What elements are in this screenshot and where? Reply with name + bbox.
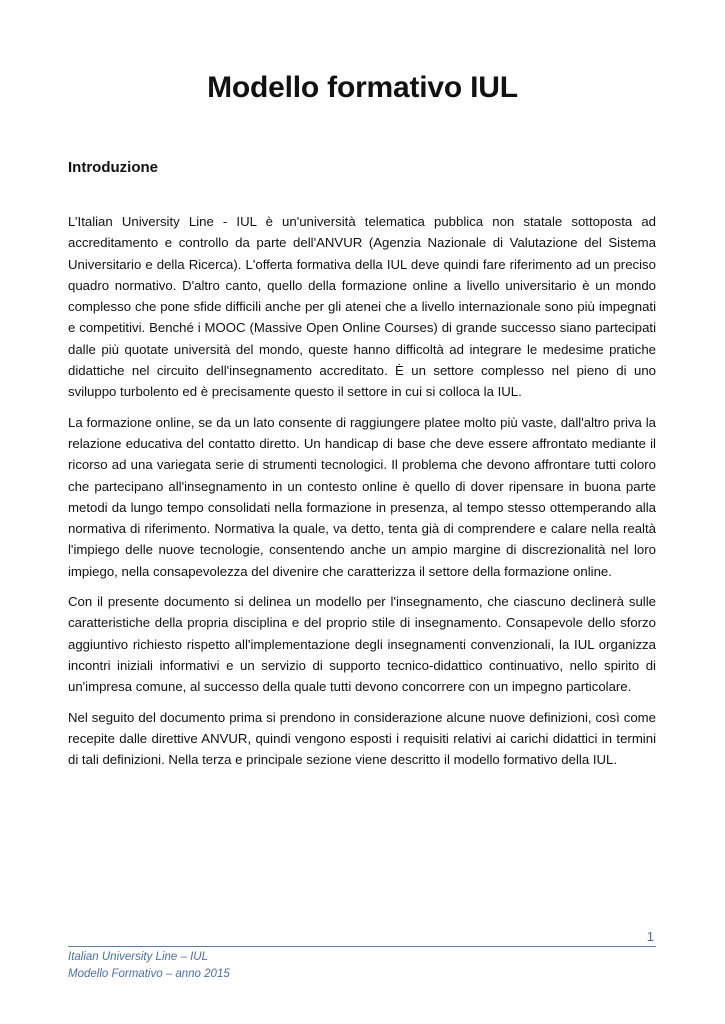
footer-line-2: Modello Formativo – anno 2015 [68,968,230,980]
footer-line-1: Italian University Line – IUL [68,951,208,963]
document-title: Modello formativo IUL [207,71,518,104]
paragraph-2: La formazione online, se da un lato consente di raggiungere platee molto più vaste, dall'altro priva la relazione educativa del contatto diretto. Un handicap di base che deve essere affrontato mediante il ricorso ad una variegata serie di strumenti tecnologici. Il problema che devono affrontare tutti coloro che partecipano all'insegnamento in un contesto online è quello di dover ripensare in buona parte metodi da lungo tempo consolidati nella formazione in presenza, al tempo stesso ottemperando alla normativa di riferimento. Normativa la quale, va detto, tenta già di comprendere e calare nella realtà l'impiego delle nuove tecnologie, consentendo anche un ampio margine di discrezionalità nel loro impiego, nella consapevolezza del divenire che caratterizza il settore della formazione online. [68,414,656,579]
footer [68,949,230,983]
footer-divider [68,946,656,947]
paragraph-1: L’Italian University Line - IUL è un'università telematica pubblica non statale sottoposta ad accreditamento e controllo da parte dell'ANVUR (Agenzia Nazionale di Valutazione del Sistema Universitario e della Ricerca). L'offerta formativa della IUL deve quindi fare riferimento ad un preciso quadro normativo. D'altro canto, quello della formazione online a livello universitario è un mondo complesso che pone sfide difficili anche per gli atenei che a livello internazionale sono più impegnati e competitivi. Benché i MOOC (Massive Open Online Courses) di grande successo siano partecipati dalle più quotate università del mondo, queste hanno difficoltà ad integrare le medesime pratiche didattiche nel circuito dell'insegnamento accreditato. È un settore complesso nel pieno di uno sviluppo turbolento ed è precisamente questo il settore in cui si colloca la IUL. [68,214,656,400]
body-text [68,211,656,779]
paragraph-3: Con il presente documento si delinea un modello per l'insegnamento, che ciascuno declinerà sulle caratteristiche della propria disciplina e del proprio stile di insegnamento. Consapevole dello sforzo aggiuntivo richiesto rispetto all'implementazione degli insegnamenti convenzionali, la IUL organizza incontri iniziali informativi e un servizio di supporto tecnico-didattico continuativo, nello spirito di un'impresa comune, al successo della quale tutti devono concorrere con un impegno particolare. [68,594,656,695]
paragraph-4: Nel seguito del documento prima si prendono in considerazione alcune nuove definizioni, così come recepite dalle direttive ANVUR, quindi vengono esposti i requisiti relativi ai carichi didattici in termini di tali definizioni. Nella terza e principale sezione viene descritto il modello formativo della IUL. [68,709,656,768]
section-heading: Introduzione [68,159,158,176]
page-number: 1 [646,929,654,944]
